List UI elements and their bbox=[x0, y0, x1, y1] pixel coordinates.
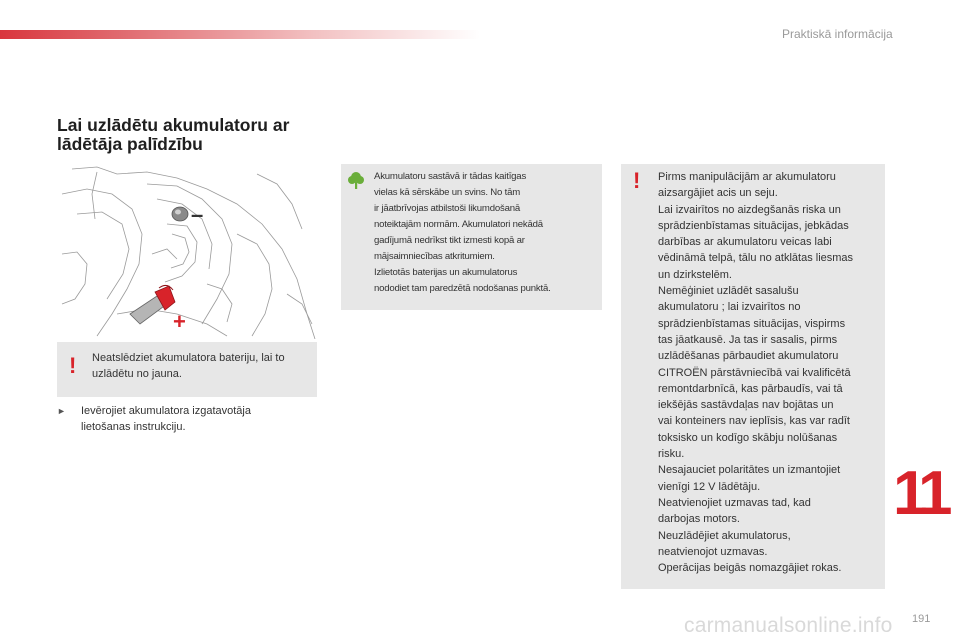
text-line: akumulatoru ; lai izvairītos no bbox=[658, 301, 801, 314]
text-line: vienīgi 12 V lādētāju. bbox=[658, 480, 761, 493]
safety-warning-box bbox=[621, 164, 885, 589]
text-line: iekšējās sastāvdaļas nav bojātas un bbox=[658, 399, 834, 412]
plus-sign: + bbox=[173, 309, 186, 334]
text-line: nododiet tam paredzētā nodošanas punktā. bbox=[374, 283, 551, 294]
text-line: Izlietotās baterijas un akumulatorus bbox=[374, 267, 518, 278]
text-line: mājsaimniecības atkritumiem. bbox=[374, 251, 495, 262]
text-line: vielas kā sērskābe un svins. No tām bbox=[374, 187, 521, 198]
environment-note-box bbox=[341, 164, 602, 310]
page-title-line-1: Lai uzlādētu akumulatoru ar bbox=[57, 115, 290, 135]
header-accent-bar bbox=[0, 30, 480, 39]
text-line: remontdarbnīcā, kas pārbaudīs, vai tā bbox=[658, 382, 843, 395]
warning-exclamation-icon: ! bbox=[633, 168, 641, 193]
text-line: Operācijas beigās nomazgājiet rokas. bbox=[658, 562, 842, 575]
section-title: Praktiskā informācija bbox=[782, 27, 893, 41]
text-line: vēdināmā telpā, tālu no atklātas liesmas bbox=[658, 252, 854, 265]
text-line: Nesajauciet polaritātes un izmantojiet bbox=[658, 464, 841, 477]
text-line: gadījumā nedrīkst tikt izmesti kopā ar bbox=[374, 235, 525, 246]
text-line: CITROËN pārstāvniecībā vai kvalificētā bbox=[658, 366, 851, 379]
negative-terminal bbox=[172, 207, 188, 221]
text-line: toksisko un kodīgo skābju nolūšanas bbox=[658, 431, 838, 444]
text-line: aizsargājiet acis un seju. bbox=[658, 187, 778, 200]
disconnect-warning-box bbox=[57, 342, 317, 397]
eco-tree-icon bbox=[347, 170, 365, 190]
text-line: vai konteiners nav ieplīsis, kas var radīt bbox=[658, 415, 850, 428]
text-line: noteiktajām normām. Akumulatori nekādā bbox=[374, 219, 543, 230]
text-line: Nemēģiniet uzlādēt sasalušu bbox=[658, 285, 799, 298]
safety-warning-text bbox=[658, 169, 882, 576]
disconnect-warning-text bbox=[92, 350, 312, 382]
text-line: risku. bbox=[658, 448, 685, 461]
text-line: Neatslēdziet akumulatora bateriju, lai to bbox=[92, 352, 285, 364]
text-line: lietošanas instrukciju. bbox=[81, 421, 186, 433]
text-line: Lai izvairītos no aizdegšanās riska un bbox=[658, 203, 841, 216]
text-line: tas jāatkausē. Ja tas ir sasalis, pirms bbox=[658, 333, 838, 346]
text-line: un dzirkstelēm. bbox=[658, 268, 732, 281]
text-line: Neatvienojiet uzmavas tad, kad bbox=[658, 496, 811, 509]
environment-note-text bbox=[374, 169, 599, 297]
text-line: Pirms manipulācijām ar akumulatoru bbox=[658, 171, 836, 183]
positive-terminal bbox=[130, 285, 175, 324]
chapter-number: 11 bbox=[893, 459, 947, 528]
text-line: sprādzienbīstamas situācijas, vispirms bbox=[658, 317, 846, 330]
warning-exclamation-icon: ! bbox=[69, 353, 77, 378]
text-line: neatvienojot uzmavas. bbox=[658, 545, 768, 558]
minus-sign: – bbox=[191, 202, 204, 227]
text-line: darbojas motors. bbox=[658, 513, 740, 526]
text-line: Ievērojiet akumulatora izgatavotāja bbox=[81, 405, 251, 417]
battery-charging-illustration bbox=[57, 164, 317, 339]
text-line: Akumulatoru sastāvā ir tādas kaitīgas bbox=[374, 171, 527, 182]
text-line: ir jāatbrīvojas atbilstoši likumdošanā bbox=[374, 203, 520, 214]
arrow-bullet-icon: ► bbox=[57, 406, 66, 416]
watermark: carmanualsonline.info bbox=[684, 614, 893, 637]
text-line: sprādzienbīstamas situācijas, jebkādas bbox=[658, 219, 849, 232]
page-title-line-2: lādētāja palīdzību bbox=[57, 134, 203, 154]
page-number: 191 bbox=[912, 613, 931, 625]
page-title bbox=[57, 116, 289, 154]
text-line: uzlādēšanas pārbaudiet akumulatoru bbox=[658, 350, 839, 363]
instruction-text bbox=[81, 403, 291, 435]
text-line: darbības ar akumulatoru veicas labi bbox=[658, 236, 832, 249]
text-line: Neuzlādējiet akumulatorus, bbox=[658, 529, 791, 542]
text-line: uzlādētu no jauna. bbox=[92, 368, 182, 380]
